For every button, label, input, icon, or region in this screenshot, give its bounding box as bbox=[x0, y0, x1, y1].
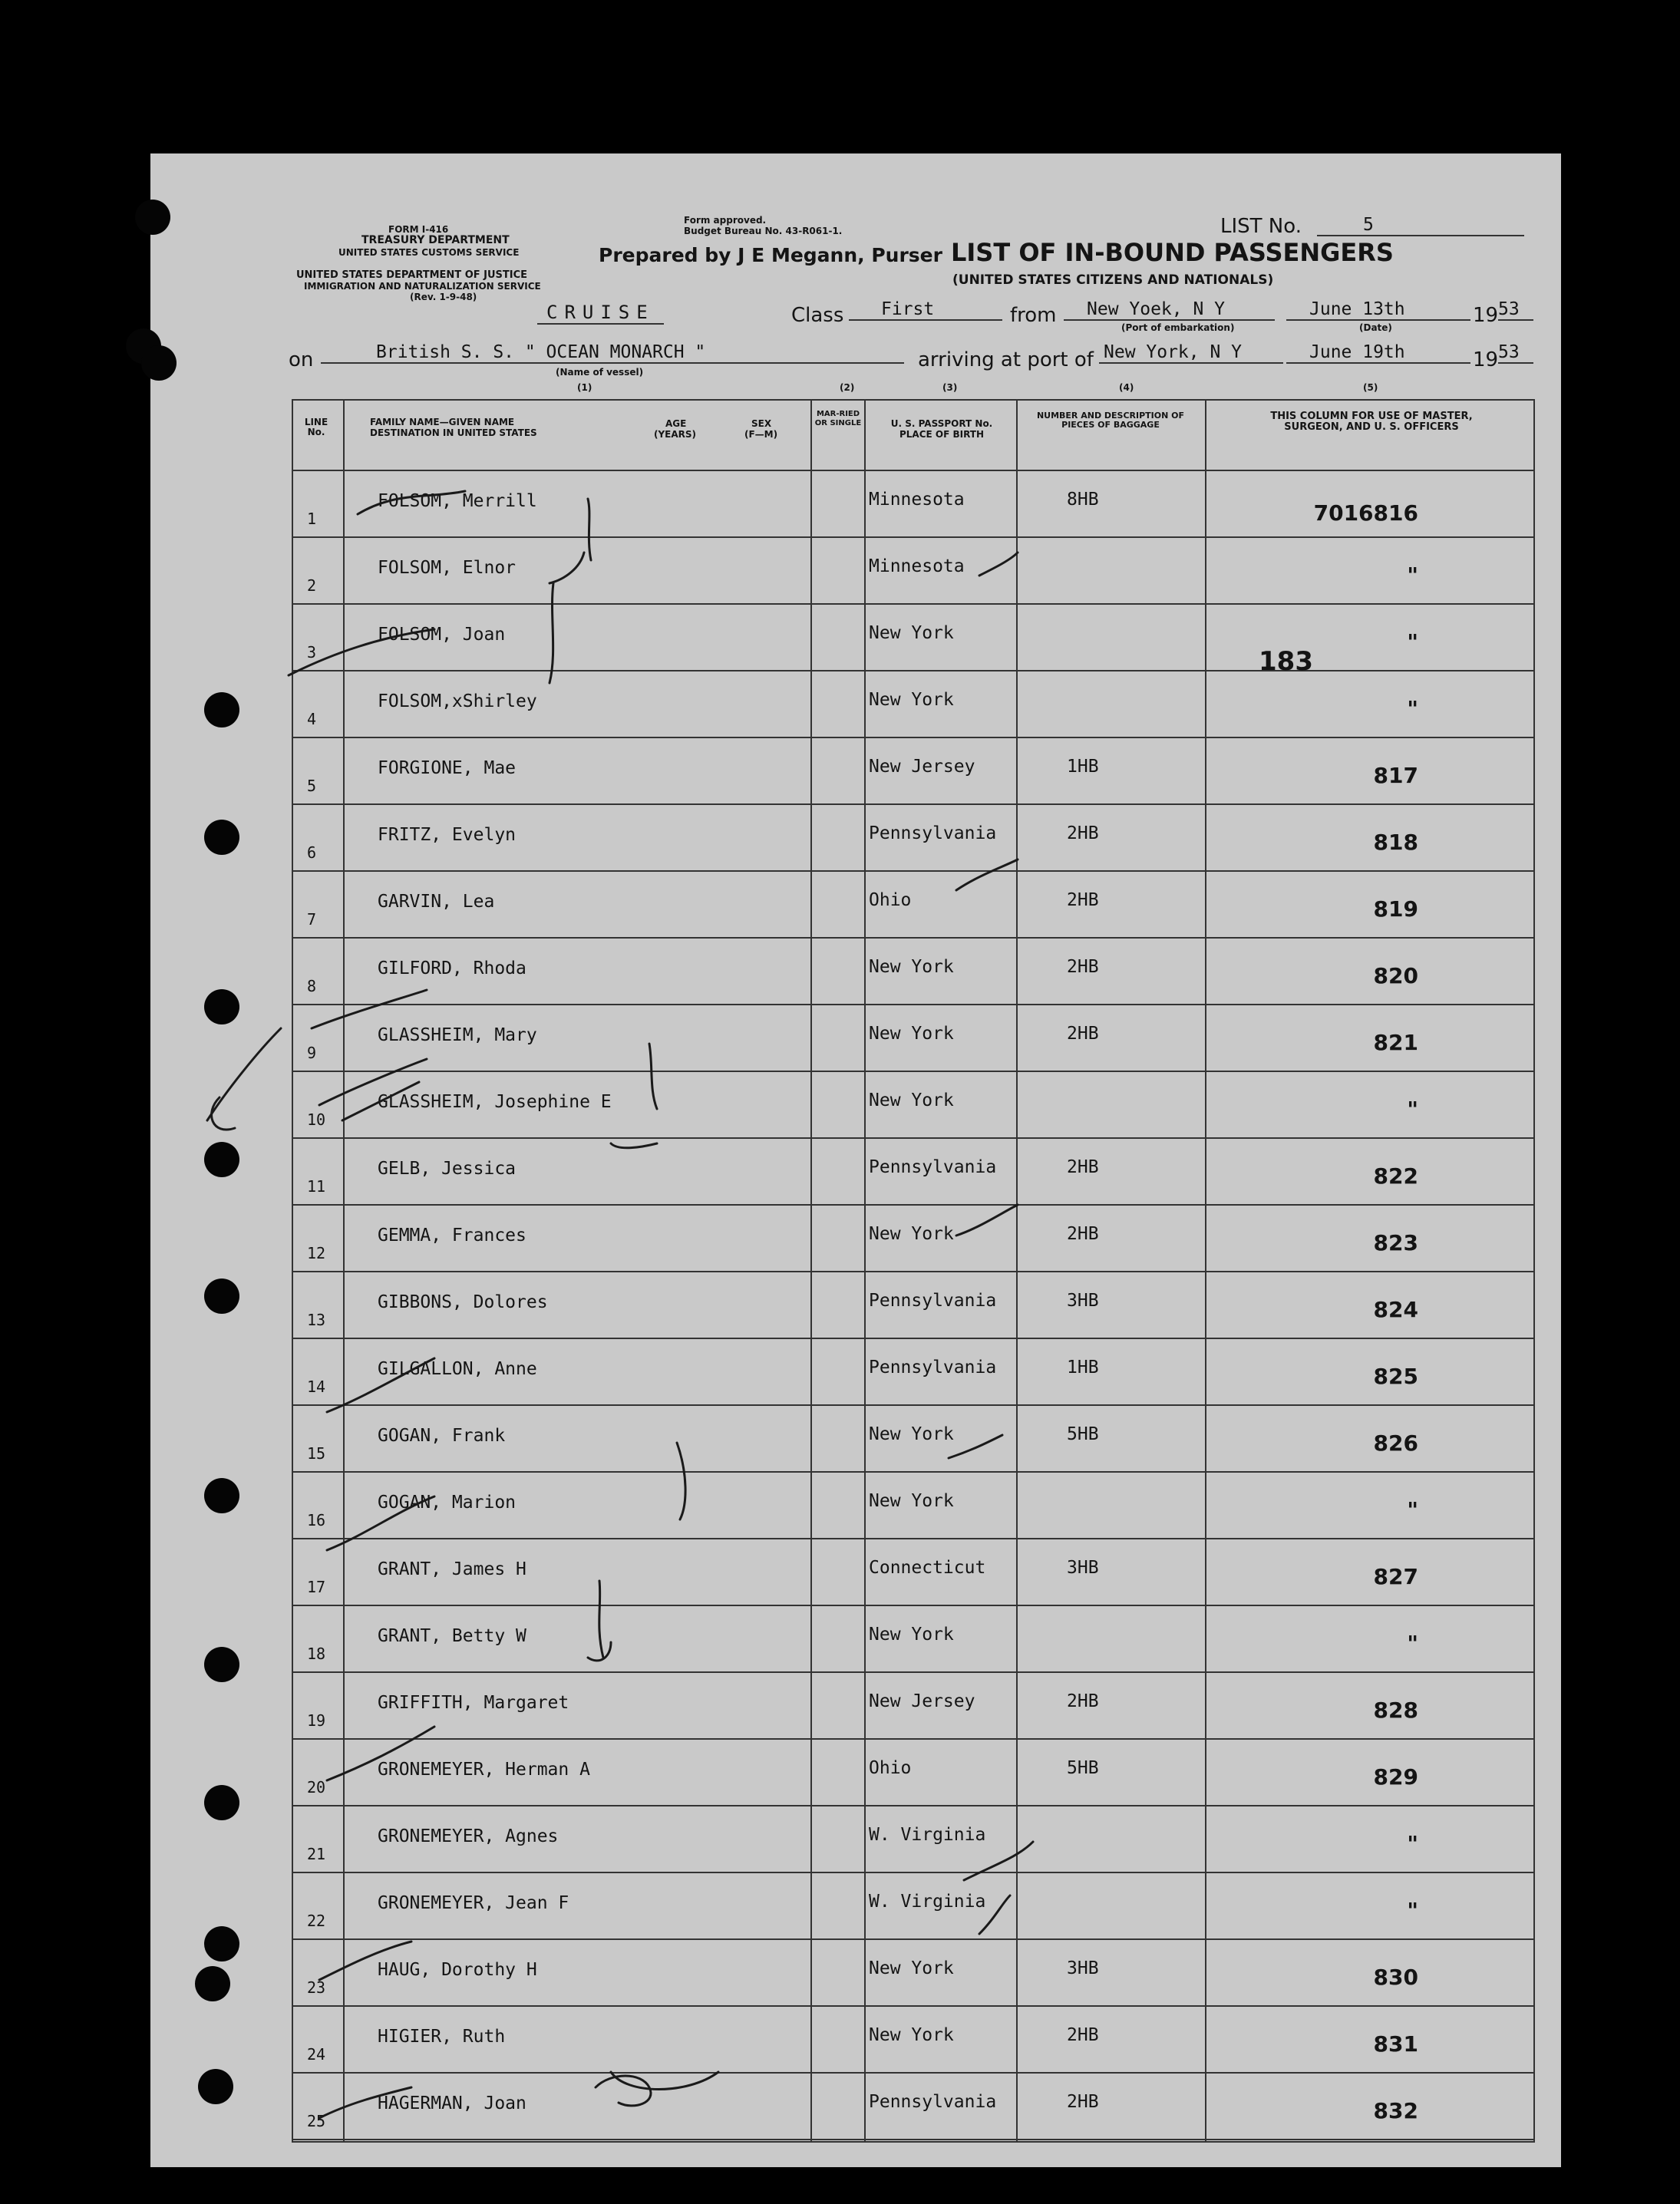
row-baggage: 2HB bbox=[1067, 2092, 1099, 2112]
row-place-of-birth: W. Virginia bbox=[869, 1825, 986, 1845]
row-officer-number: 818 bbox=[1373, 830, 1418, 855]
row-passenger-name: HAUG, Dorothy H bbox=[378, 1960, 537, 1980]
row-officer-number: " bbox=[1407, 696, 1418, 721]
prepared-by: Prepared by J E Megann, Purser bbox=[599, 244, 942, 266]
row-baggage: 3HB bbox=[1067, 1558, 1099, 1578]
row-place-of-birth: New Jersey bbox=[869, 757, 975, 777]
row-passenger-name: GRIFFITH, Margaret bbox=[378, 1693, 569, 1713]
on-label: on bbox=[289, 348, 314, 371]
row-officer-number: 827 bbox=[1373, 1564, 1418, 1589]
row-officer-number: 826 bbox=[1373, 1430, 1418, 1456]
row-place-of-birth: New York bbox=[869, 1224, 954, 1244]
row-officer-number: 821 bbox=[1373, 1030, 1418, 1055]
row-place-of-birth: New York bbox=[869, 1625, 954, 1645]
row-line-number: 17 bbox=[307, 1578, 326, 1596]
row-baggage: 2HB bbox=[1067, 2025, 1099, 2045]
list-subtitle: (UNITED STATES CITIZENS AND NATIONALS) bbox=[952, 272, 1274, 288]
vessel-name: British S. S. " OCEAN MONARCH " bbox=[321, 342, 904, 364]
header-sex: SEX bbox=[751, 418, 772, 429]
col-num-3: (3) bbox=[942, 382, 958, 393]
row-officer-number: " bbox=[1407, 1631, 1418, 1656]
arrival-year: 53 bbox=[1498, 342, 1533, 364]
revision-date: (Rev. 1-9-48) bbox=[410, 292, 477, 302]
treasury-department: TREASURY DEPARTMENT bbox=[361, 234, 510, 246]
from-year-prefix: 19 bbox=[1473, 304, 1499, 327]
row-place-of-birth: Pennsylvania bbox=[869, 1358, 997, 1378]
row-line-number: 10 bbox=[307, 1110, 326, 1129]
row-officer-number: 830 bbox=[1373, 1965, 1418, 1990]
row-passenger-name: GRONEMEYER, Herman A bbox=[378, 1760, 590, 1780]
row-line-number: 18 bbox=[307, 1645, 326, 1663]
row-place-of-birth: New York bbox=[869, 2025, 954, 2045]
customs-service: UNITED STATES CUSTOMS SERVICE bbox=[338, 247, 520, 258]
row-passenger-name: GRANT, Betty W bbox=[378, 1626, 526, 1646]
row-line-number: 11 bbox=[307, 1177, 326, 1196]
budget-bureau: Budget Bureau No. 43-R061-1. bbox=[684, 226, 843, 236]
row-baggage: 5HB bbox=[1067, 1758, 1099, 1778]
row-line-number: 4 bbox=[307, 710, 317, 728]
vessel-caption: (Name of vessel) bbox=[556, 367, 644, 378]
row-place-of-birth: W. Virginia bbox=[869, 1892, 986, 1912]
row-passenger-name: GLASSHEIM, Mary bbox=[378, 1025, 537, 1045]
row-passenger-name: GRONEMEYER, Agnes bbox=[378, 1826, 559, 1846]
list-title: LIST OF IN-BOUND PASSENGERS bbox=[951, 238, 1394, 267]
from-port: New Yoek, N Y bbox=[1064, 299, 1275, 321]
header-officers: THIS COLUMN FOR USE OF MASTER, SURGEON, AND U. S. OFFICERS bbox=[1270, 411, 1473, 433]
row-officer-number: 832 bbox=[1373, 2098, 1418, 2123]
row-baggage: 1HB bbox=[1067, 757, 1099, 777]
row-passenger-name: FOLSOM, Merrill bbox=[378, 491, 537, 511]
row-officer-number: 825 bbox=[1373, 1364, 1418, 1389]
arrival-year-prefix: 19 bbox=[1473, 348, 1499, 371]
row-place-of-birth: New York bbox=[869, 1958, 954, 1978]
arrival-date: June 19th bbox=[1286, 342, 1470, 364]
row-passenger-name: GLASSHEIM, Josephine E bbox=[378, 1092, 612, 1112]
row-passenger-name: GOGAN, Marion bbox=[378, 1493, 517, 1513]
row-officer-number: 819 bbox=[1373, 896, 1418, 922]
row-line-number: 19 bbox=[307, 1711, 326, 1730]
col-num-1: (1) bbox=[577, 382, 592, 393]
row-place-of-birth: Minnesota bbox=[869, 556, 965, 576]
row-officer-number: 820 bbox=[1373, 963, 1418, 988]
row-baggage: 2HB bbox=[1067, 890, 1099, 910]
row-place-of-birth: Connecticut bbox=[869, 1558, 986, 1578]
row-place-of-birth: Minnesota bbox=[869, 490, 965, 510]
row-passenger-name: FOLSOM, Elnor bbox=[378, 558, 517, 578]
row-officer-number: " bbox=[1407, 1497, 1418, 1523]
row-officer-number: 831 bbox=[1373, 2031, 1418, 2057]
annotation-183: 183 bbox=[1259, 646, 1313, 677]
row-passenger-name: GILGALLON, Anne bbox=[378, 1359, 537, 1379]
arrival-port: New York, N Y bbox=[1099, 342, 1283, 364]
row-place-of-birth: New York bbox=[869, 623, 954, 643]
row-passenger-name: FOLSOM, Joan bbox=[378, 625, 506, 645]
row-place-of-birth: Pennsylvania bbox=[869, 1157, 997, 1177]
cruise-label: CRUISE bbox=[537, 302, 664, 325]
header-age: AGE bbox=[665, 418, 687, 429]
row-line-number: 23 bbox=[307, 1978, 326, 1997]
row-passenger-name: GIBBONS, Dolores bbox=[378, 1292, 548, 1312]
port-embarkation-caption: (Port of embarkation) bbox=[1121, 322, 1235, 333]
class-label: Class bbox=[791, 304, 844, 327]
header-baggage: NUMBER AND DESCRIPTION OF PIECES OF BAGGAGE bbox=[1036, 411, 1185, 430]
row-officer-number: 829 bbox=[1373, 1764, 1418, 1790]
row-officer-number: 823 bbox=[1373, 1230, 1418, 1255]
from-label: from bbox=[1010, 304, 1057, 327]
header-place-of-birth: PLACE OF BIRTH bbox=[899, 429, 985, 440]
list-no-value: 5 bbox=[1317, 215, 1524, 236]
row-line-number: 16 bbox=[307, 1511, 326, 1529]
row-passenger-name: HAGERMAN, Joan bbox=[378, 2093, 526, 2113]
row-officer-number: " bbox=[1407, 1097, 1418, 1122]
row-baggage: 2HB bbox=[1067, 1224, 1099, 1244]
form-number: FORM I-416 bbox=[388, 224, 449, 235]
row-officer-number: 822 bbox=[1373, 1163, 1418, 1189]
col-num-4: (4) bbox=[1119, 382, 1134, 393]
header-passport: U. S. PASSPORT No. bbox=[890, 418, 993, 429]
row-passenger-name: GEMMA, Frances bbox=[378, 1226, 526, 1246]
row-officer-number: " bbox=[1407, 1898, 1418, 1923]
row-place-of-birth: Ohio bbox=[869, 1758, 912, 1778]
header-line-no: LINE No. bbox=[304, 417, 328, 437]
row-line-number: 3 bbox=[307, 643, 317, 662]
row-baggage: 5HB bbox=[1067, 1424, 1099, 1444]
row-place-of-birth: Pennsylvania bbox=[869, 2092, 997, 2112]
row-passenger-name: FRITZ, Evelyn bbox=[378, 825, 517, 845]
row-line-number: 2 bbox=[307, 576, 317, 595]
row-place-of-birth: New York bbox=[869, 1491, 954, 1511]
col-num-5: (5) bbox=[1363, 382, 1378, 393]
row-baggage: 3HB bbox=[1067, 1958, 1099, 1978]
row-line-number: 21 bbox=[307, 1845, 326, 1863]
row-line-number: 14 bbox=[307, 1378, 326, 1396]
header-destination: DESTINATION IN UNITED STATES bbox=[370, 427, 537, 438]
row-place-of-birth: New York bbox=[869, 1424, 954, 1444]
row-passenger-name: FORGIONE, Mae bbox=[378, 758, 517, 778]
class-value: First bbox=[849, 299, 1002, 321]
row-baggage: 2HB bbox=[1067, 1157, 1099, 1177]
row-line-number: 1 bbox=[307, 510, 317, 528]
row-place-of-birth: Pennsylvania bbox=[869, 1291, 997, 1311]
row-line-number: 13 bbox=[307, 1311, 326, 1329]
row-line-number: 24 bbox=[307, 2045, 326, 2064]
row-baggage: 2HB bbox=[1067, 823, 1099, 843]
row-passenger-name: GRANT, James H bbox=[378, 1559, 526, 1579]
row-line-number: 25 bbox=[307, 2112, 326, 2130]
row-line-number: 15 bbox=[307, 1444, 326, 1463]
row-officer-number: 828 bbox=[1373, 1698, 1418, 1723]
header-name: FAMILY NAME—GIVEN NAME bbox=[370, 417, 515, 427]
arriving-label: arriving at port of bbox=[918, 348, 1094, 371]
row-line-number: 20 bbox=[307, 1778, 326, 1797]
row-line-number: 6 bbox=[307, 843, 317, 862]
header-age-sub: (YEARS) bbox=[654, 429, 697, 440]
row-passenger-name: GOGAN, Frank bbox=[378, 1426, 506, 1446]
row-baggage: 2HB bbox=[1067, 957, 1099, 977]
document-page bbox=[150, 153, 1561, 2167]
row-baggage: 3HB bbox=[1067, 1291, 1099, 1311]
handwritten-marks bbox=[150, 153, 1561, 2167]
row-place-of-birth: New York bbox=[869, 690, 954, 710]
row-baggage: 8HB bbox=[1067, 490, 1099, 510]
row-officer-number: " bbox=[1407, 1831, 1418, 1856]
row-passenger-name: HIGIER, Ruth bbox=[378, 2027, 506, 2047]
row-line-number: 22 bbox=[307, 1912, 326, 1930]
row-line-number: 5 bbox=[307, 777, 317, 795]
department-of-justice: UNITED STATES DEPARTMENT OF JUSTICE bbox=[296, 269, 528, 281]
row-officer-number: 824 bbox=[1373, 1297, 1418, 1322]
row-passenger-name: GRONEMEYER, Jean F bbox=[378, 1893, 569, 1913]
row-passenger-name: GILFORD, Rhoda bbox=[378, 958, 526, 978]
row-place-of-birth: New York bbox=[869, 1090, 954, 1110]
row-officer-number: 817 bbox=[1373, 763, 1418, 788]
row-baggage: 2HB bbox=[1067, 1024, 1099, 1044]
row-place-of-birth: Pennsylvania bbox=[869, 823, 997, 843]
col-num-2: (2) bbox=[840, 382, 855, 393]
immigration-service: IMMIGRATION AND NATURALIZATION SERVICE bbox=[304, 281, 541, 292]
row-officer-number: 7016816 bbox=[1313, 500, 1418, 526]
row-officer-number: " bbox=[1407, 629, 1418, 655]
from-date: June 13th bbox=[1286, 299, 1470, 321]
row-line-number: 8 bbox=[307, 977, 317, 995]
date-caption: (Date) bbox=[1359, 322, 1392, 333]
form-approved: Form approved. bbox=[684, 215, 767, 226]
row-passenger-name: FOLSOM,xShirley bbox=[378, 691, 537, 711]
row-place-of-birth: Ohio bbox=[869, 890, 912, 910]
row-passenger-name: GELB, Jessica bbox=[378, 1159, 517, 1179]
row-place-of-birth: New York bbox=[869, 1024, 954, 1044]
header-married: MAR-RIED OR SINGLE bbox=[814, 410, 862, 427]
row-passenger-name: GARVIN, Lea bbox=[378, 892, 495, 912]
row-baggage: 1HB bbox=[1067, 1358, 1099, 1378]
from-year: 53 bbox=[1498, 299, 1533, 321]
header-sex-sub: (F—M) bbox=[744, 429, 778, 440]
list-no-label: LIST No. bbox=[1220, 215, 1302, 238]
row-line-number: 9 bbox=[307, 1044, 317, 1062]
row-place-of-birth: New York bbox=[869, 957, 954, 977]
row-baggage: 2HB bbox=[1067, 1691, 1099, 1711]
row-line-number: 12 bbox=[307, 1244, 326, 1262]
row-place-of-birth: New Jersey bbox=[869, 1691, 975, 1711]
row-line-number: 7 bbox=[307, 910, 317, 929]
row-officer-number: " bbox=[1407, 563, 1418, 588]
